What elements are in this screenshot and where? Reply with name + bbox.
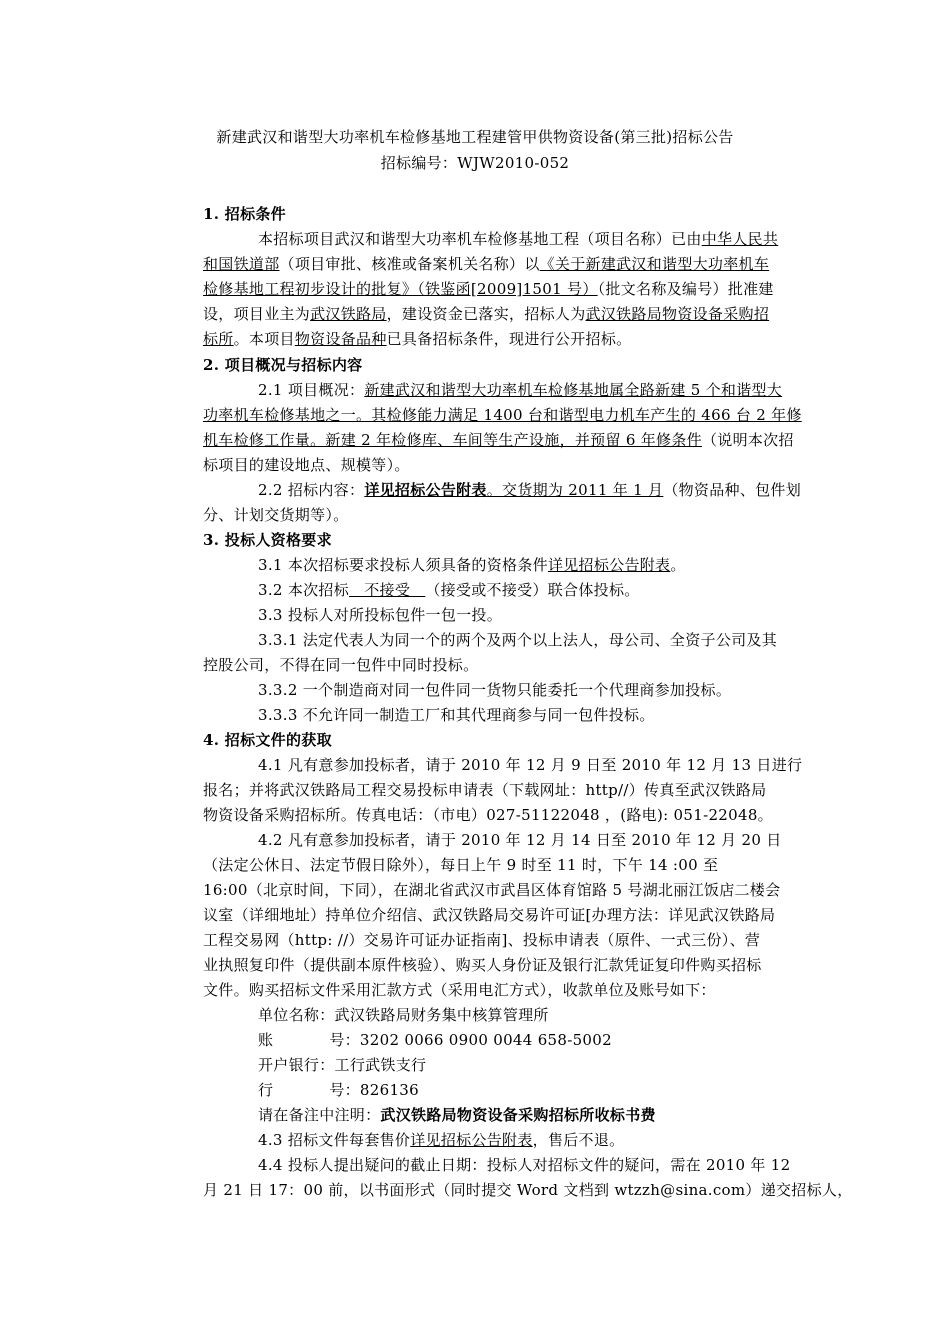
s2-line-6: 分、计划交货期等）。 [203,506,349,524]
s4-line-5: （法定公休日、法定节假日除外），每日上午 9 时至 11 时，下午 14 :00 至 [203,856,719,874]
payee-unit: 单位名称：武汉铁路局财务集中核算管理所 [258,1006,549,1024]
s4-3-price: 4.3 招标文件每套售价详见招标公告附表，售后不退。 [258,1131,625,1149]
section-3-heading: 3. 投标人资格要求 [203,531,332,549]
s1-line-1: 本招标项目武汉和谐型大功率机车检修基地工程（项目名称）已由中华人民共 [258,230,779,248]
s3-line-7: 3.3.3 不允许同一制造工厂和其代理商参与同一包件投标。 [258,706,655,724]
s4-line-10: 文件。购买招标文件采用汇款方式（采用电汇方式），收款单位及账号如下： [203,981,716,999]
s3-line-6: 3.3.2 一个制造商对同一包件同一货物只能委托一个代理商参加投标。 [258,681,732,699]
remark-note: 请在备注中注明：武汉铁路局物资设备采购招标所收标书费 [258,1106,656,1124]
s4-4-line-2: 月 21 日 17：00 前，以书面形式（同时提交 Word 文档到 wtzzh@sina.com）递交招标人， [203,1181,853,1199]
s3-line-2: 3.2 本次招标 不接受 （接受或不接受）联合体投标。 [258,581,640,599]
section-1-heading: 1. 招标条件 [203,205,286,223]
s4-line-8: 工程交易网（http: //）交易许可证办证指南]、投标申请表（原件、一式三份）、营 [203,931,761,949]
document-title: 新建武汉和谐型大功率机车检修基地工程建管甲供物资设备(第三批)招标公告 [216,128,734,146]
s3-line-1: 3.1 本次招标要求投标人须具备的资格条件详见招标公告附表。 [258,556,686,574]
s4-line-3: 物资设备采购招标所。传真电话：（市电）027-51122048 ，(路电): 051-22048。 [203,806,773,824]
s4-line-4: 4.2 凡有意参加投标者，请于 2010 年 12 月 14 日至 2010 年 12 月 20 日 [258,831,782,849]
s1-line-4: 设，项目业主为武汉铁路局，建设资金已落实，招标人为武汉铁路局物资设备采购招 [203,305,770,323]
s4-line-1: 4.1 凡有意参加投标者，请于 2010 年 12 月 9 日至 2010 年 12 月 13 日进行 [258,756,803,774]
payee-bank-number: 行 号：826136 [258,1081,419,1099]
s4-4-line-1: 4.4 投标人提出疑问的截止日期：投标人对招标文件的疑问，需在 2010 年 12 [258,1156,791,1174]
s2-line-3: 机车检修工作量。新建 2 年检修库、车间等生产设施，并预留 6 年修条件（说明本次招 [203,431,794,449]
s1-line-3: 检修基地工程初步设计的批复》（铁鉴函[2009]1501 号）（批文名称及编号）批准建 [203,280,774,298]
bid-number: 招标编号：WJW2010-052 [380,154,570,172]
s3-line-5: 控股公司，不得在同一包件中同时投标。 [203,656,479,674]
s2-line-5: 2.2 招标内容：详见招标公告附表。交货期为 2011 年 1 月（物资品种、包件划 [258,481,802,499]
s4-line-7: 议室（详细地址）持单位介绍信、武汉铁路局交易许可证[办理方法：详见武汉铁路局 [203,906,776,924]
s3-line-4: 3.3.1 法定代表人为同一个的两个及两个以上法人，母公司、全资子公司及其 [258,631,778,649]
payee-bank: 开户银行：工行武铁支行 [258,1056,427,1074]
s1-line-5: 标所。本项目物资设备品种已具备招标条件，现进行公开招标。 [203,330,632,348]
s4-line-2: 报名；并将武汉铁路局工程交易投标申请表（下载网址：http//）传真至武汉铁路局 [203,781,767,799]
s4-line-6: 16:00（北京时间，下同），在湖北省武汉市武昌区体育馆路 5 号湖北丽江饭店二楼会 [203,881,781,899]
s4-line-9: 业执照复印件（提供副本原件核验）、购买人身份证及银行汇款凭证复印件购买招标 [203,956,762,974]
payee-account: 账 号：3202 0066 0900 0044 658-5002 [258,1031,612,1049]
s1-line-2: 和国铁道部（项目审批、核准或备案机关名称）以《关于新建武汉和谐型大功率机车 [203,255,770,273]
s2-line-2: 功率机车检修基地之一。其检修能力满足 1400 台和谐型电力机车产生的 466 台 2 年修 [203,406,802,424]
section-2-heading: 2. 项目概况与招标内容 [203,356,363,374]
s2-line-4: 标项目的建设地点、规模等）。 [203,456,410,474]
s2-line-1: 2.1 项目概况：新建武汉和谐型大功率机车检修基地属全路新建 5 个和谐型大 [258,381,783,399]
s3-line-3: 3.3 投标人对所投标包件一包一投。 [258,606,503,624]
section-4-heading: 4. 招标文件的获取 [203,731,332,749]
